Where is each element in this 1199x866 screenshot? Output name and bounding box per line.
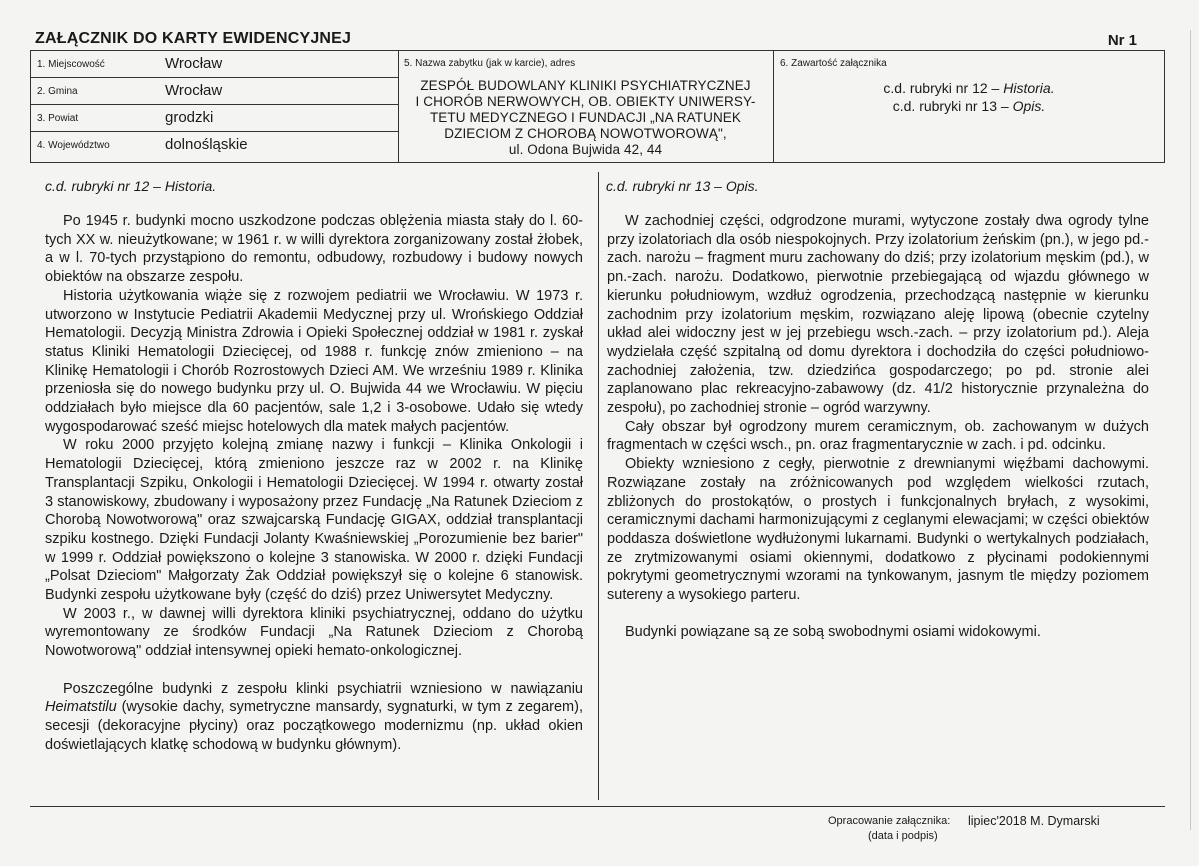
description-paragraph: Obiekty wzniesiono z cegły, pierwotnie z drewnianymi więźbami dachowymi. Rozwiązane zostały na zróżnicowanych pod względem wielkości rzutach, zbliżonych do prostokątów, o prostych i funkcjonalnych bryłach, z wysokimi, ceramicznymi dachami harmonizującymi z ceglanymi elewacjami; w części obiektów poddasza doświetlone wydłużonymi lukarnami. Budynki o wertykalnych podziałach, ze zrytmizowanymi osiami okiennymi, dodatkowo z płycinami podokiennymi pokrytymi geometrycznymi wzorami na tynkowanym, jasnym tle między poziomem sutereny a wysokiego parteru.: [607, 456, 1149, 604]
text-segment-italic: Heimatstilu: [45, 699, 117, 716]
contents-label: 6. Zawartość załącznika: [780, 58, 887, 69]
monument-line: ZESPÓŁ BUDOWLANY KLINIKI PSYCHIATRYCZNEJ: [420, 78, 751, 93]
field-value: grodzki: [165, 109, 214, 126]
field-row-powiat: [31, 105, 398, 132]
column-divider: [598, 172, 599, 800]
field-value: Wrocław: [165, 55, 223, 72]
field-label: 1. Miejscowość: [37, 59, 105, 70]
text-segment: (wysokie dachy, symetryczne mansardy, sygnaturki, w tym z zegarem), secesji (dekoracyjne płyciny) oraz początkowego modernizmu (np. układ okien doświetlających klatkę schodową w budynku głównym).: [45, 699, 583, 753]
contents-cell: [774, 51, 1164, 162]
prepared-sublabel: (data i podpis): [868, 830, 938, 842]
field-value: Wrocław: [165, 82, 223, 99]
field-label: 2. Gmina: [37, 86, 78, 97]
monument-line: I CHORÓB NERWOWYCH, OB. OBIEKTY UNIWERSY-: [415, 94, 756, 109]
prepared-date-signature: lipiec'2018 M. Dymarski: [968, 814, 1100, 828]
monument-line: TETU MEDYCZNEGO I FUNDACJI „NA RATUNEK: [429, 110, 742, 125]
field-label: 4. Województwo: [37, 140, 110, 151]
monument-address: ul. Odona Bujwida 42, 44: [508, 142, 663, 157]
attachment-number: Nr 1: [1107, 32, 1137, 49]
description-paragraph: W zachodniej części, odgrodzone murami, wytyczone zostały dwa ogrody tylne przy izolatoriach dla osób niespokojnych. Przy izolatorium żeńskim (pn.), w jego pd.-zach. narożu – fragment muru zachowany do dziś; przy izolatorium męskim (pd.), w pn.-zach. narożu. Dodatkowo, pierwotnie przebiegającą od wjazdu głównego w kierunku południowym, wzdłuż ogrodzenia, przechodzącą następnie w kierunku zachodnim przy izolatorium męskim, rozwiązano aleję lipową (obecnie czytelny układ alei widoczny jest w jej przebiegu wsch.-zach. – przy izolatorium pd.). Aleja wydzielała część szpitalną od domu dyrektora i dochodziła do części południowo-zachodniej założenia, tzw. dziedzińca gospodarczego; po pd. stronie alei zaplanowano plac rekreacyjno-zabawowy (dz. 41/2 historycznie przynależna do zespołu), po zachodniej stronie – ogród warzywny.: [607, 213, 1149, 417]
monument-name: [402, 78, 769, 158]
monument-line: DZIECIOM Z CHOROBĄ NOWOTWOROWĄ",: [444, 126, 727, 141]
contents-italic: Historia.: [1003, 80, 1055, 96]
description-paragraph: Budynki powiązane są ze sobą swobodnymi osiami widokowymi.: [625, 624, 1041, 641]
monument-cell: [398, 51, 774, 162]
scan-edge: [1190, 30, 1191, 830]
history-paragraph: W 2003 r., w dawnej willi dyrektora kliniki psychiatrycznej, oddano do użytku wyremontowany ze środków Fundacji „Na Ratunek Dzieciom z Chorobą Nowotworową" oddział intensywnej opieki hemato-onkologicznej.: [45, 605, 583, 660]
contents-line-2: [774, 97, 1164, 115]
history-paragraph: W roku 2000 przyjęto kolejną zmianę nazwy i funkcji – Klinika Onkologii i Hematologii Dziecięcej, którą zmieniono jeszcze raz w 2002 r. na Klinikę Transplantacji Szpiku, Onkologii i Hematologii Dziecięcej. W 1994 r. otwarty został 3 stanowiskowy, zbudowany i wyposażony przez Fundację „Na Ratunek Dzieciom z Chorobą Nowotworową" oraz szwajcarską Fundację GIGAX, oddział transplantacji szpiku kostnego. Dzięki Fundacji Jolanty Kwaśniewskiej „Porozumienie bez barier" w 1999 r. Oddział powiększono o kolejne 3 stanowiska. W 2000 r. dzięki Fundacji „Polsat Dzieciom" Małgorzaty Żak Oddział powiększył się o kolejne 6 stanowisk. Budynki zespołu użytkowane były (część do dziś) przez Uniwersytet Medyczny.: [45, 437, 583, 604]
contents-line-1: [774, 79, 1164, 97]
contents-list: [774, 79, 1164, 115]
text-segment: Poszczególne budynki z zespołu klinki psychiatrii wzniesiono w nawiązaniu: [63, 680, 583, 697]
prepared-label: Opracowanie załącznika:: [828, 815, 951, 827]
description-paragraph: Cały obszar był ogrodzony murem ceramicznym, ob. zachowanym w dużych fragmentach w części wsch., pn. oraz fragmentarycznie w zach. i pd. odcinku.: [607, 418, 1149, 454]
description-heading: c.d. rubryki nr 13 – Opis.: [606, 178, 759, 194]
history-heading: c.d. rubryki nr 12 – Historia.: [45, 178, 217, 194]
field-row-miejscowosc: [31, 51, 398, 78]
history-paragraph-styles: [45, 680, 583, 755]
footer-rule: [30, 806, 1165, 807]
history-paragraph: Historia użytkowania wiąże się z rozwojem pediatrii we Wrocławiu. W 1973 r. utworzono w Instytucie Pediatrii Akademii Medycznej przy ul. Wrońskiego Oddział Hematologii. Decyzją Ministra Zdrowia i Opieki Społecznej oddział w 1981 r. zyskał status Kliniki Hematologii Dziecięcej, od 1988 r. funkcję znów zmieniono – na Klinikę Hematologii i Chorób Rozrostowych Dzieci AM. We wrześniu 1989 r. Klinika przeniosła się do nowego budynku przy ul. O. Bujwida 44 we Wrocławiu. W pięciu oddziałach było miejsce dla 60 pacjentów, sale 1,2 i 3-osobowe. Udało się wtedy wygospodarować sześć miejsc hotelowych dla matek małych pacjentów.: [45, 287, 583, 435]
location-fields: [31, 51, 399, 162]
field-row-wojewodztwo: [31, 132, 398, 162]
monument-label: 5. Nazwa zabytku (jak w karcie), adres: [404, 58, 576, 69]
contents-prefix: c.d. rubryki nr 12 –: [883, 80, 1004, 96]
header-table: [30, 50, 1165, 163]
contents-prefix: c.d. rubryki nr 13 –: [892, 98, 1013, 114]
field-label: 3. Powiat: [37, 113, 79, 124]
history-paragraph: Po 1945 r. budynki mocno uszkodzone podczas oblężenia miasta stały do l. 60-tych XX w. nieużytkowane; w 1961 r. w willi dyrektora zorganizowany został żłobek, a w l. 70-tych przystąpiono do remontu, odbudowy, rozbudowy i budowy nowych obiektów na obszarze zespołu.: [45, 213, 583, 286]
field-row-gmina: [31, 78, 398, 105]
field-value: dolnośląskie: [165, 136, 248, 153]
history-text: [45, 212, 583, 754]
description-text: [607, 212, 1149, 642]
contents-italic: Opis.: [1012, 98, 1046, 114]
document-title: ZAŁĄCZNIK DO KARTY EWIDENCYJNEJ: [35, 30, 352, 47]
